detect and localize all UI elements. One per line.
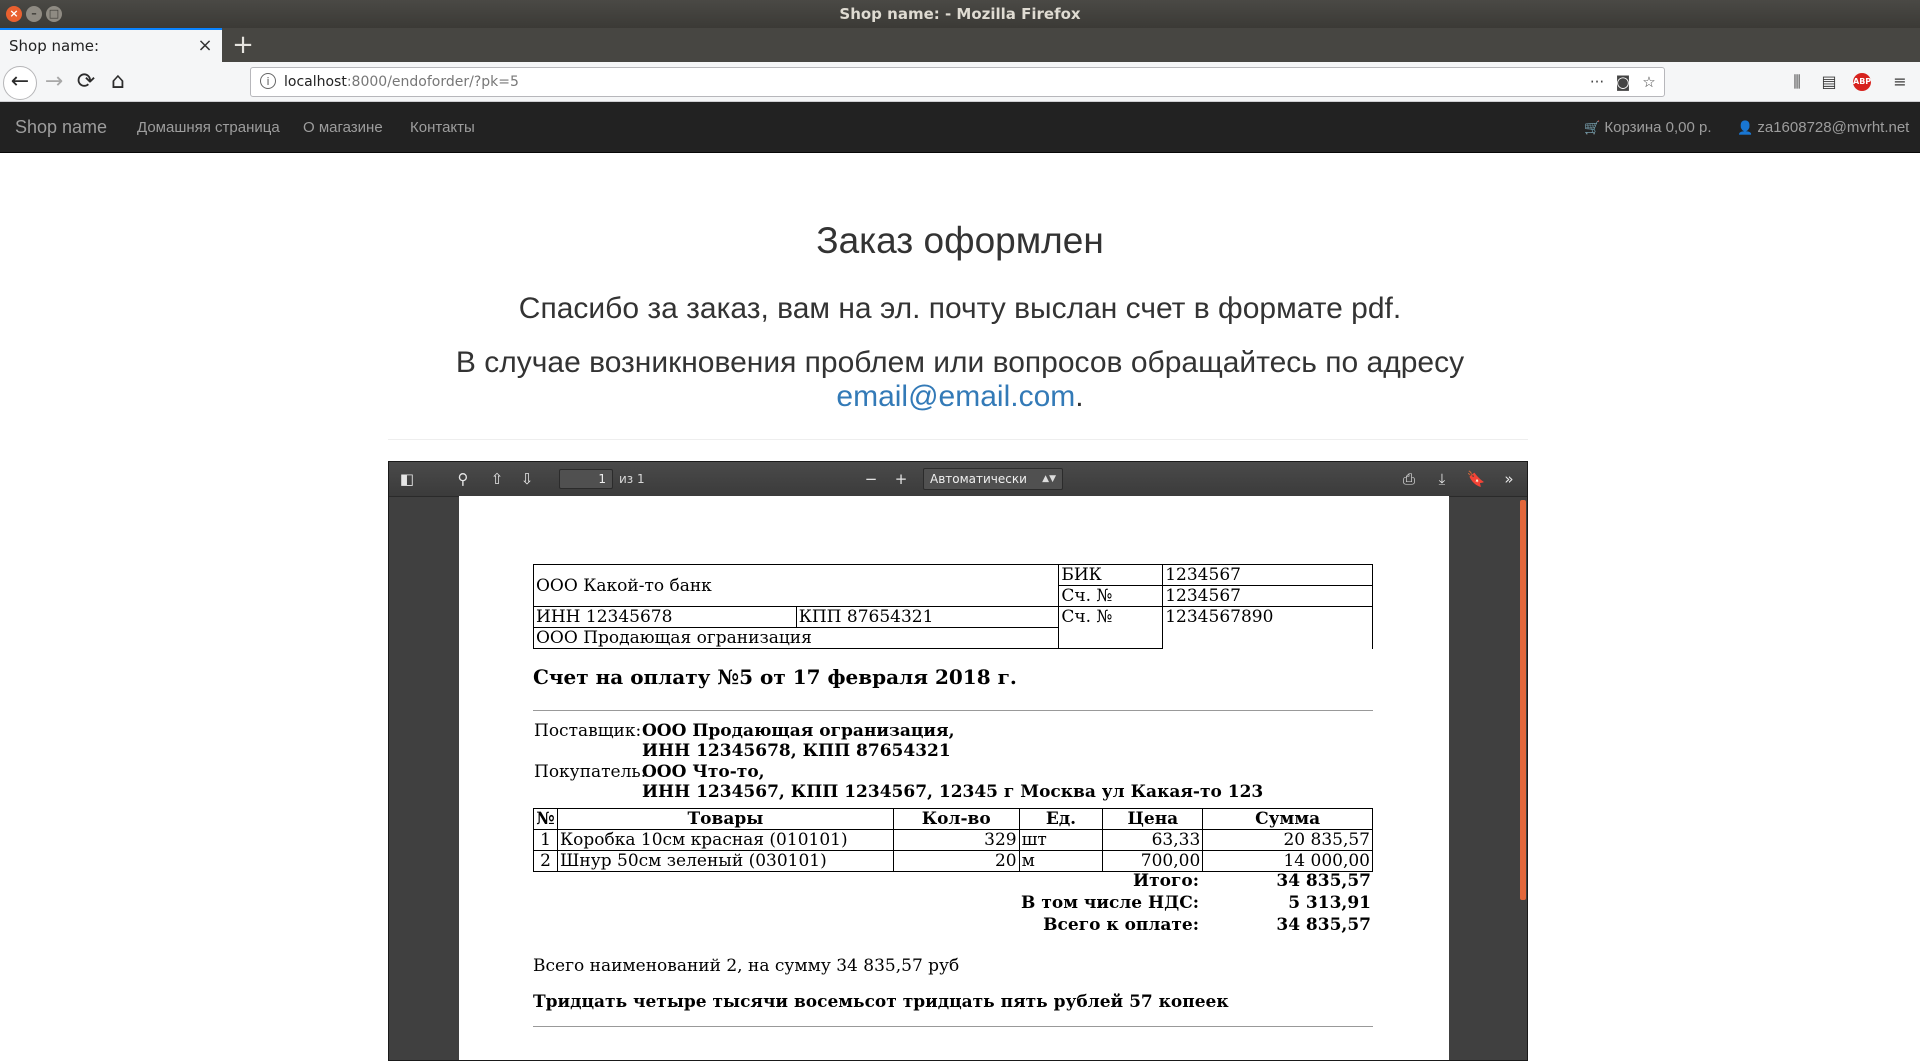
row-price: 700,00 [1103,851,1203,872]
supplier-line1: ООО Продающая огранизация, [642,721,955,741]
bookmark-star-icon[interactable]: ☆ [1642,73,1656,91]
browser-tab-active[interactable] [0,28,222,62]
brand-link[interactable]: Shop name [15,117,108,137]
cart-link[interactable] [1584,102,1712,153]
row-unit: м [1019,851,1103,872]
row-price: 63,33 [1103,830,1203,851]
page-title: Заказ оформлен [816,220,1104,261]
bik-value: 1234567 [1163,565,1373,586]
zoom-select[interactable] [923,468,1063,490]
find-icon[interactable]: ⚲ [457,470,469,488]
zoom-chevron-icon: ▲▼ [1042,474,1056,484]
bank-details-table [533,564,1373,649]
total-label: Итого: [1133,871,1199,891]
user-icon: 👤 [1737,120,1754,135]
vat-label: В том числе НДС: [1021,893,1199,913]
print-icon[interactable]: ⎙ [1402,470,1415,488]
bookmark-icon[interactable]: 🔖 [1466,470,1486,488]
row-name: Коробка 10см красная (010101) [557,830,893,851]
url-path: :8000/endoforder/?pk=5 [346,74,519,90]
account2-label: Сч. № [1059,607,1163,649]
inn-value: ИНН 12345678 [534,607,797,628]
supplier-line2: ИНН 12345678, КПП 87654321 [642,741,951,761]
buyer-line1: ООО Что-то, [642,762,765,782]
buyer-label: Покупатель: [534,762,647,782]
back-button[interactable]: ← [3,66,37,100]
page-count: из 1 [619,472,645,486]
url-text[interactable] [284,68,519,96]
bottom-divider [533,1026,1373,1027]
url-host: localhost [284,74,347,90]
tab-strip [0,28,1920,62]
page-actions-icon[interactable]: ··· [1589,73,1605,91]
row-number: 2 [534,851,558,872]
col-sum: Сумма [1203,809,1373,830]
window-maximize-button[interactable]: □ [46,6,62,22]
col-goods: Товары [557,809,893,830]
tab-close-icon[interactable]: × [197,35,213,56]
col-qty: Кол-во [893,809,1019,830]
url-bar[interactable] [250,67,1665,97]
pdf-scrollbar[interactable] [1520,500,1526,900]
tab-title: Shop name: [9,37,100,55]
menu-icon[interactable]: ≡ [1893,72,1907,91]
tools-icon[interactable]: » [1504,470,1514,488]
pay-label: Всего к оплате: [1043,915,1199,935]
table-row [534,830,1373,851]
row-qty: 20 [893,851,1019,872]
account2-value: 1234567890 [1163,607,1373,649]
items-table [533,808,1373,872]
previous-page-icon[interactable]: ⇧ [490,470,504,488]
row-sum: 20 835,57 [1203,830,1373,851]
row-unit: шт [1019,830,1103,851]
browser-toolbar [0,62,1920,102]
nav-link-home[interactable]: Домашняя страница [137,119,280,136]
zoom-in-icon[interactable]: + [894,470,908,488]
cart-icon: 🛒 [1584,120,1601,135]
pdf-page [459,496,1449,1061]
title-divider [533,710,1373,711]
cart-label: Корзина 0,00 р. [1604,119,1712,136]
user-link[interactable] [1737,102,1909,153]
total-value: 34 835,57 [1276,871,1371,891]
col-unit: Ед. [1019,809,1103,830]
site-navbar [0,102,1920,153]
pocket-icon[interactable]: ◙ [1615,73,1631,91]
window-title: Shop name: - Mozilla Firefox [839,5,1081,23]
home-button[interactable]: ⌂ [111,69,125,94]
items-header [534,809,1373,830]
contact-message [0,346,1920,414]
contact-email-link[interactable]: email@email.com [836,380,1076,413]
table-row [534,851,1373,872]
recipient-name: ООО Продающая огранизация [534,628,1059,649]
nav-link-about[interactable]: О магазине [303,119,383,136]
buyer-line2: ИНН 1234567, КПП 1234567, 12345 г Москва ул Какая-то 123 [642,782,1264,802]
amount-in-words: Тридцать четыре тысячи восемьсот тридцать пять рублей 57 копеек [533,992,1229,1012]
zoom-value: Автоматически [930,472,1027,486]
thanks-message: Спасибо за заказ, вам на эл. почту выслан счет в формате pdf. [518,292,1402,325]
account1-value: 1234567 [1163,586,1373,607]
account1-label: Сч. № [1059,586,1163,607]
row-qty: 329 [893,830,1019,851]
pay-value: 34 835,57 [1276,915,1371,935]
next-page-icon[interactable]: ⇩ [520,470,534,488]
window-titlebar [0,0,1920,28]
pdf-viewer[interactable] [388,461,1528,1061]
bank-name: ООО Какой-то банк [534,565,1059,607]
nav-link-contacts[interactable]: Контакты [410,119,475,136]
window-close-button[interactable]: × [6,6,22,22]
forward-button[interactable]: → [44,69,64,94]
supplier-label: Поставщик: [534,721,642,741]
library-icon[interactable]: ⫼ [1793,72,1801,91]
reload-button[interactable]: ⟳ [76,69,96,94]
row-sum: 14 000,00 [1203,851,1373,872]
site-info-icon[interactable]: i [260,73,276,89]
pdf-toolbar [389,462,1528,497]
col-number: № [534,809,558,830]
invoice-title: Счет на оплату №5 от 17 февраля 2018 г. [533,665,1017,689]
vat-value: 5 313,91 [1288,893,1371,913]
page-number-input[interactable]: 1 [559,469,613,489]
kpp-value: КПП 87654321 [796,607,1059,628]
new-tab-button[interactable]: + [232,30,254,60]
adblock-icon[interactable]: ABP [1853,73,1871,91]
items-summary: Всего наименований 2, на сумму 34 835,57 руб [533,956,960,976]
user-email: za1608728@mvrht.net [1757,119,1910,136]
download-icon[interactable]: ⤓ [1438,470,1446,488]
toggle-sidebar-icon[interactable]: ◧ [399,470,415,488]
col-price: Цена [1103,809,1203,830]
contact-text: В случае возникновения проблем или вопросов обращайтесь по адресу [455,346,1465,379]
window-minimize-button[interactable]: – [26,6,42,22]
row-name: Шнур 50см зеленый (030101) [557,851,893,872]
sidebar-icon[interactable]: ▤ [1821,72,1837,91]
contact-end: . [1075,380,1084,413]
zoom-out-icon[interactable]: − [864,470,878,488]
bik-label: БИК [1059,565,1163,586]
content-divider [388,439,1528,440]
row-number: 1 [534,830,558,851]
